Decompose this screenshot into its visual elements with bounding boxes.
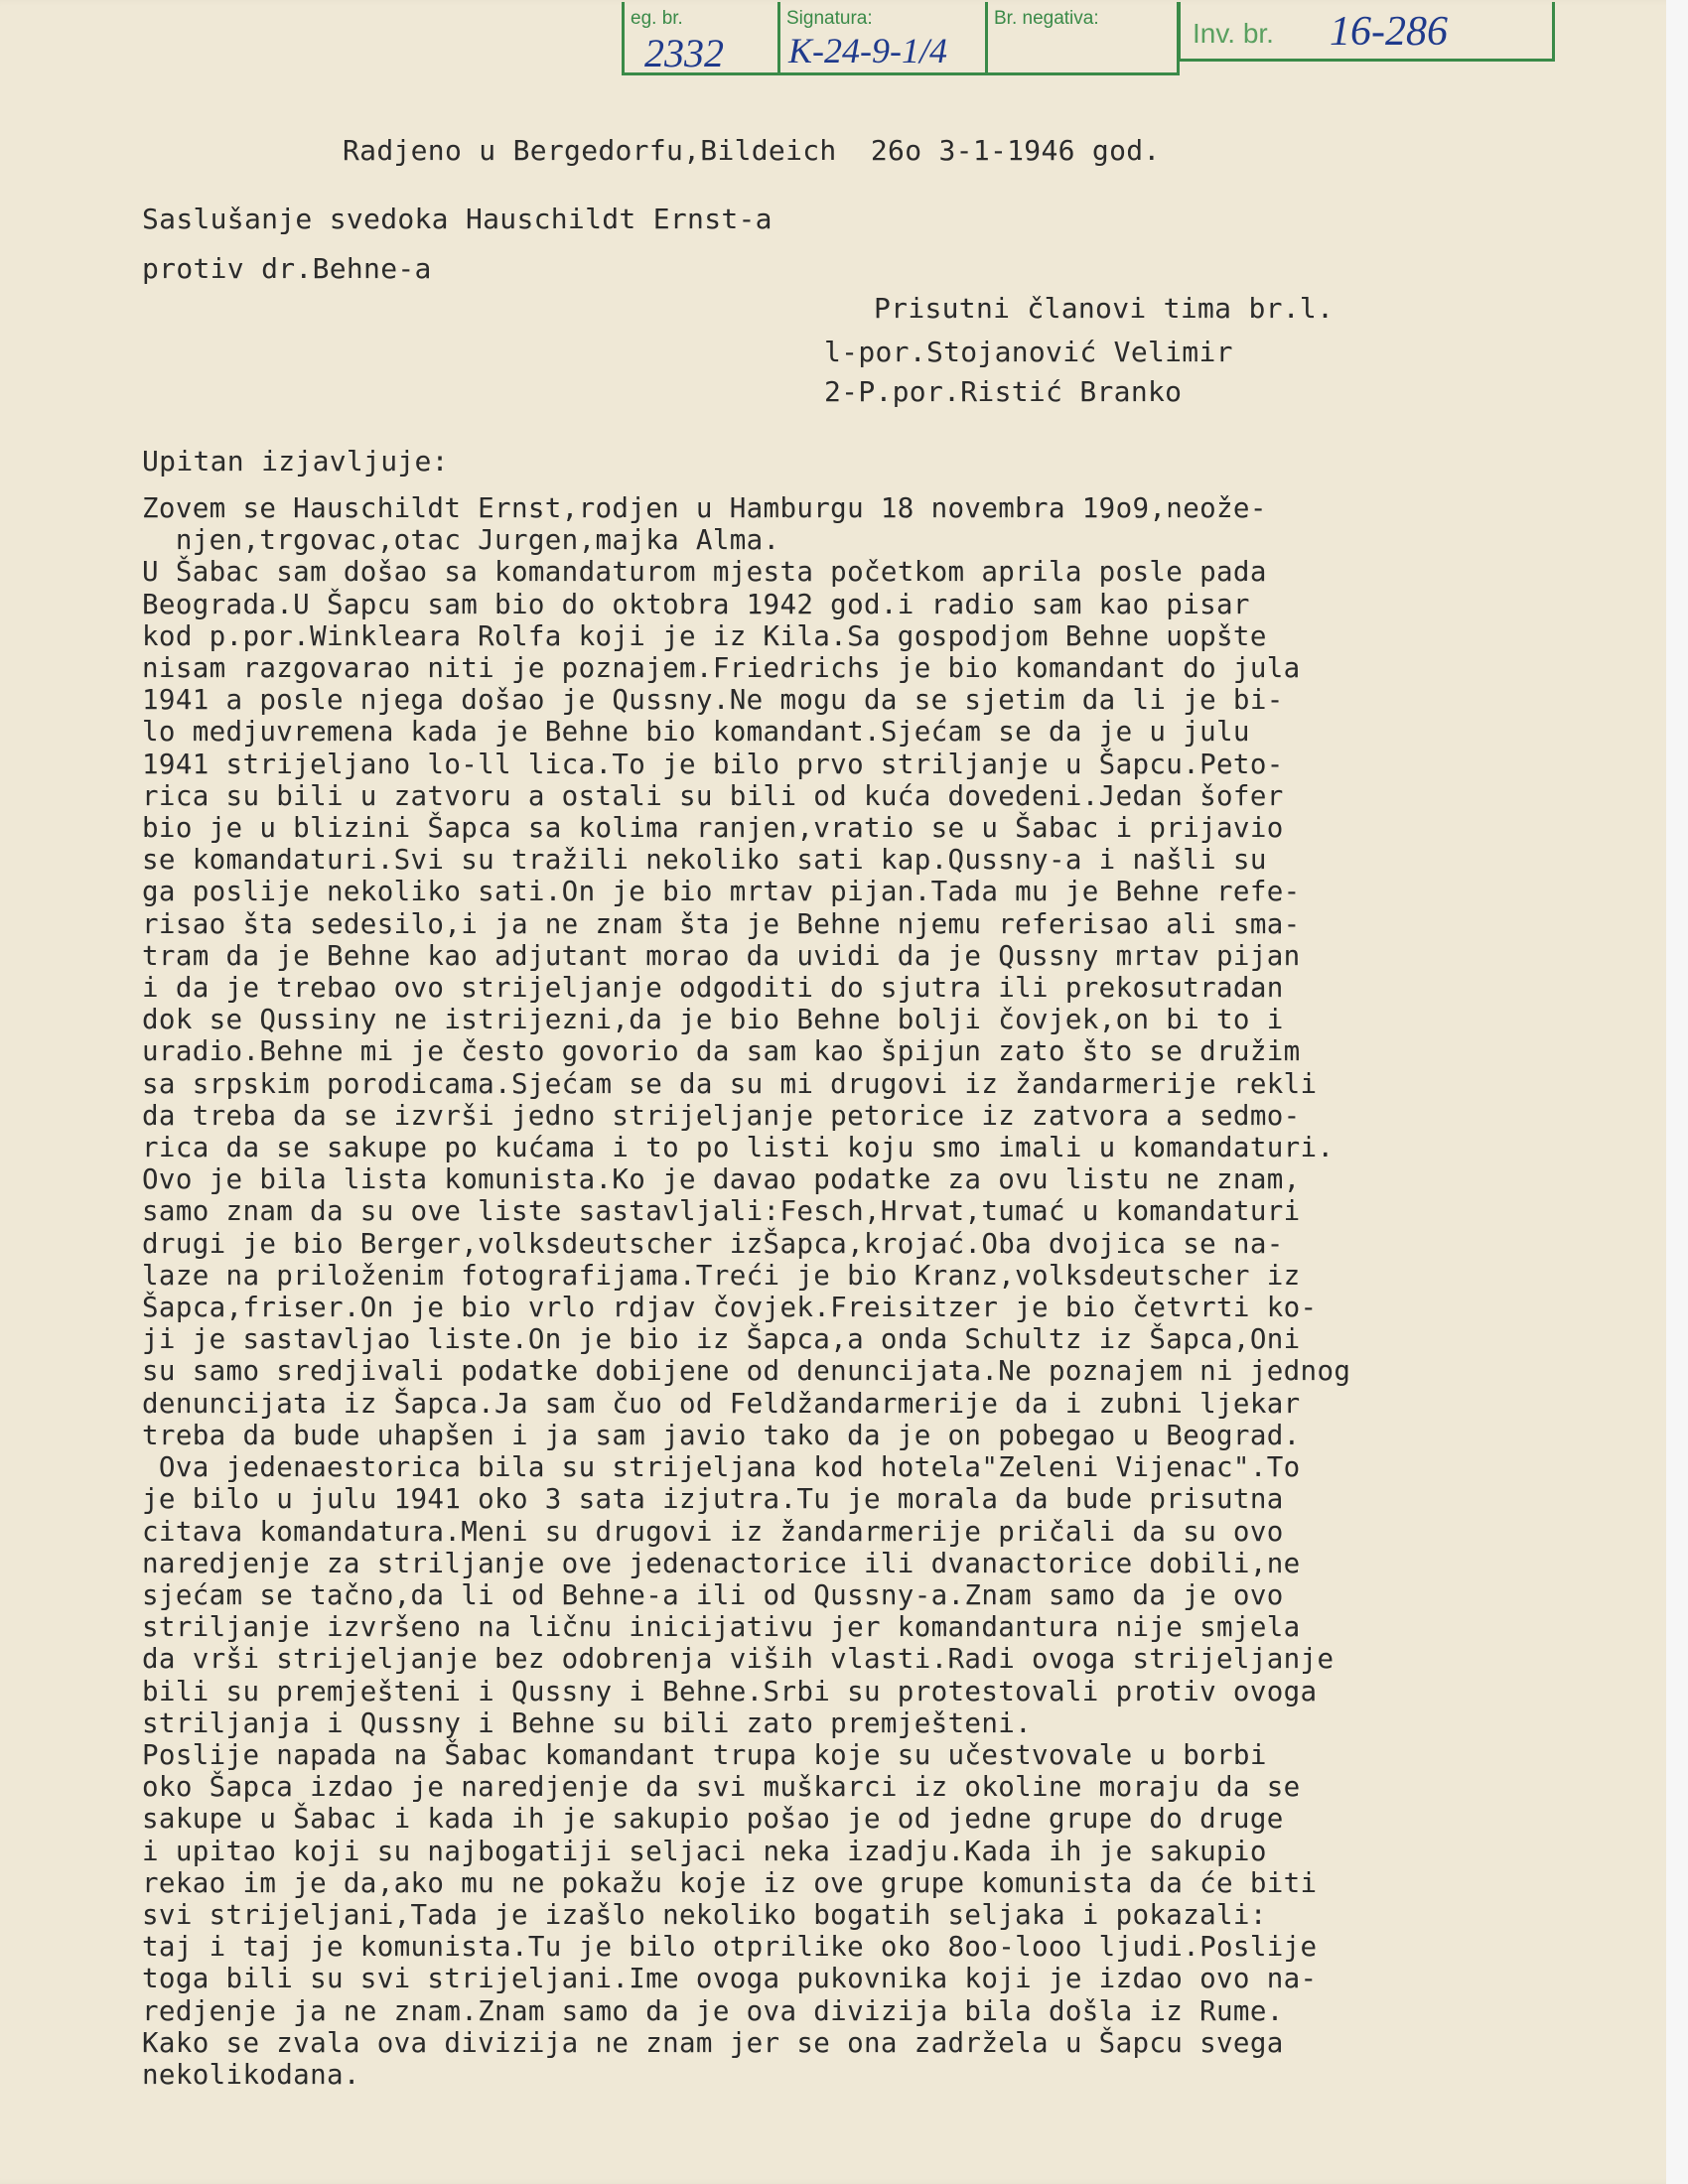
team-member-1: l-por.Stojanović Velimir	[824, 336, 1233, 368]
stamp-reg-value: 2332	[644, 31, 724, 75]
stamp-reg-cell	[622, 2, 780, 75]
page-edge	[1666, 0, 1688, 2184]
stamp-signature-label: Signatura:	[786, 8, 873, 29]
hearing-title: Saslušanje svedoka Hauschildt Ernst-a	[142, 203, 773, 235]
place-date-line: Radjeno u Bergedorfu,Bildeich 26o 3-1-1946 god.	[343, 134, 1161, 167]
team-members-title: Prisutni članovi tima br.l.	[874, 292, 1335, 325]
stamp-signature-cell	[777, 2, 988, 75]
statement-intro: Upitan izjavljuje:	[142, 445, 449, 478]
stamp-inventory-value: 16-286	[1330, 9, 1448, 55]
statement-body: Zovem se Hauschildt Ernst,rodjen u Hamburgu 18 novembra 19o9,neože- njen,trgovac,otac Jurgen,majka Alma. U Šabac sam došao sa komandaturom mjesta početkom aprila posle pada Beograda.U Šapcu sam bio do oktobra 1942 god.i radio sam kao pisar kod p.por.Winkleara Rolfa koji je iz Kila.Sa gospodjom Behne uopšte nisam razgovarao niti je poznajem.Friedrichs je bio komandant do jula 1941 a posle njega došao je Qussny.Ne mogu da se sjetim da li je bi- lo medjuvremena kada je Behne bio komandant.Sjećam se da je u julu 1941 strijeljano lo-ll lica.To je bilo prvo striljanje u Šapcu.Peto- rica su bili u zatvoru a ostali su bili od kuća dovedeni.Jedan šofer bio je u blizini Šapca sa kolima ranjen,vratio se u Šabac i prijavio se komandaturi.Svi su tražili nekoliko sati kap.Qussny-a i našli su ga poslije nekoliko sati.On je bio mrtav pijan.Tada mu je Behne refe- risao šta sedesilo,i ja ne znam šta je Behne njemu referisao ali sma- tram da je Behne kao adjutant morao da uvidi da je Qussny mrtav pijan i da je trebao ovo strijeljanje odgoditi do sjutra ili prekosutradan dok se Qussiny ne istrijezni,da je bio Behne bolji čovjek,on bi to i uradio.Behne mi je često govorio da sam kao špijun zato što se družim sa srpskim porodicama.Sjećam se da su mi drugovi iz žandarmerije rekli da treba da se izvrši jedno strijeljanje petorice iz zatvora a sedmo- rica da se sakupe po kućama i to po listi koju smo imali u komandaturi. Ovo je bila lista komunista.Ko je davao podatke za ovu listu ne znam, samo znam da su ove liste sastavljali:Fesch,Hrvat,tumać u komandaturi drugi je bio Berger,volksdeutscher izŠapca,krojać.Oba dvojica se na- laze na priloženim fotografijama.Treći je bio Kranz,volksdeutscher iz Šapca,friser.On je bio vrlo rdjav čovjek.Freisitzer je bio četvrti ko- ji je sastavljao liste.On je bio iz Šapca,a onda Schultz iz Šapca,Oni su samo sredjivali podatke dobijene od denuncijata.Ne poznajem ni jednog denuncijata iz Šapca.Ja sam čuo od Feldžandarmerije da i zubni ljekar treba da bude uhapšen i ja sam javio tako da je on pobegao u Beograd. Ova jedenaestorica bila su strijeljana kod hotela"Zeleni Vijenac".To je bilo u julu 1941 oko 3 sata izjutra.Tu je morala da bude prisutna citava komandatura.Meni su drugovi iz žandarmerije pričali da su ovo naredjenje za striljanje ove jedenactorice ili dvanactorice dobili,ne sjećam se tačno,da li od Behne-a ili od Qussny-a.Znam samo da je ovo striljanje izvršeno na ličnu inicijativu jer komandantura nije smjela da vrši strijeljanje bez odobrenja viših vlasti.Radi ovoga strijeljanje bili su premješteni i Qussny i Behne.Srbi su protestovali protiv ovoga striljanja i Qussny i Behne su bili zato premješteni. Poslije napada na Šabac komandant trupa koje su učestvovale u borbi oko Šapca izdao je naredjenje da svi muškarci iz okoline moraju da se sakupe u Šabac i kada ih je sakupio pošao je od jedne grupe do druge i upitao koji su najbogatiji seljaci neka izadju.Kada ih je sakupio rekao im je da,ako mu ne pokažu koje iz ove grupe komunista da će biti svi strijeljani,Tada je izašlo nekoliko bogatih seljaka i pokazali: taj i taj je komunista.Tu je bilo otprilike oko 8oo-looo ljudi.Poslije toga bili su svi strijeljani.Ime ovoga pukovnika koji je izdao ovo na- redjenje ja ne znam.Znam samo da je ova divizija bila došla iz Rume. Kako se zvala ova divizija ne znam jer se ona zadržela u Šapcu svega nekolikodana.	[142, 492, 1351, 2091]
stamp-signature-value: K-24-9-1/4	[788, 31, 947, 70]
stamp-reg-label: eg. br.	[631, 8, 683, 29]
stamp-negative-cell	[985, 2, 1180, 75]
team-member-2: 2-P.por.Ristić Branko	[824, 375, 1183, 408]
archive-stamp	[622, 2, 1555, 77]
stamp-inventory-box	[1178, 2, 1555, 62]
hearing-subject: protiv dr.Behne-a	[142, 252, 432, 285]
stamp-negative-label: Br. negativa:	[994, 8, 1099, 29]
stamp-inventory-label: Inv. br.	[1193, 18, 1274, 49]
